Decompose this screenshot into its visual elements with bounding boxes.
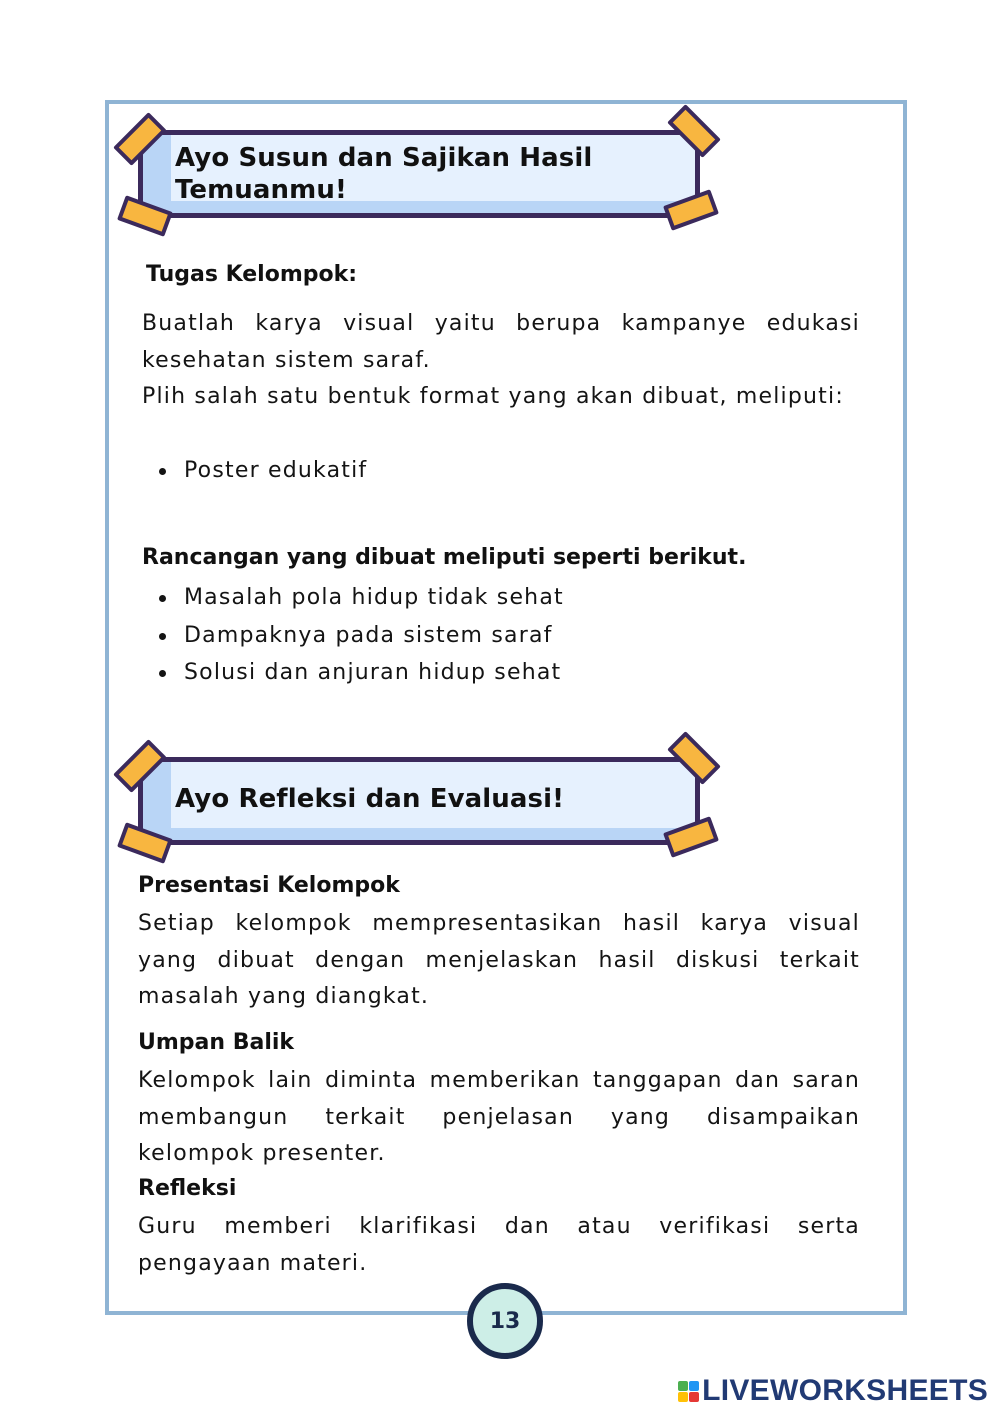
list-item: Dampaknya pada sistem saraf — [142, 617, 564, 655]
liveworksheets-logo[interactable] — [678, 1374, 988, 1408]
format-list — [142, 452, 367, 490]
liveworksheets-icon — [678, 1381, 699, 1402]
task-heading: Tugas Kelompok: — [146, 262, 358, 287]
design-heading: Rancangan yang dibuat meliputi seperti berikut. — [142, 545, 747, 570]
section-banner-refleksi — [138, 757, 700, 845]
list-item: Poster edukatif — [142, 452, 367, 490]
section-banner-susun — [138, 130, 700, 218]
page-number: 13 — [467, 1283, 543, 1359]
banner-title-line2: Temuanmu! — [175, 175, 347, 205]
design-list — [142, 579, 564, 692]
feedback-text: Kelompok lain diminta memberikan tanggapan dan saran membangun terkait penjelasan yang disampaikan kelompok presenter. — [138, 1068, 860, 1166]
banner-title-susun — [175, 142, 592, 206]
presentation-text: Setiap kelompok mempresentasikan hasil karya visual yang dibuat dengan menjelaskan hasil diskusi terkait masalah yang diangkat. — [138, 911, 860, 1009]
presentation-heading: Presentasi Kelompok — [138, 873, 400, 898]
reflection-heading: Refleksi — [138, 1176, 237, 1201]
feedback-heading: Umpan Balik — [138, 1030, 295, 1055]
liveworksheets-wordmark: LIVEWORKSHEETS — [702, 1374, 988, 1407]
banner-title-refleksi: Ayo Refleksi dan Evaluasi! — [175, 784, 565, 814]
task-paragraph-2: Plih salah satu bentuk format yang akan dibuat, meliputi: — [142, 384, 844, 409]
reflection-text: Guru memberi klarifikasi dan atau verifikasi serta pengayaan materi. — [138, 1214, 860, 1276]
list-item: Solusi dan anjuran hidup sehat — [142, 654, 564, 692]
banner-title-line1: Ayo Susun dan Sajikan Hasil — [175, 143, 593, 173]
list-item: Masalah pola hidup tidak sehat — [142, 579, 564, 617]
task-paragraph-1: Buatlah karya visual yaitu berupa kampanye edukasi kesehatan sistem saraf. — [142, 311, 860, 373]
